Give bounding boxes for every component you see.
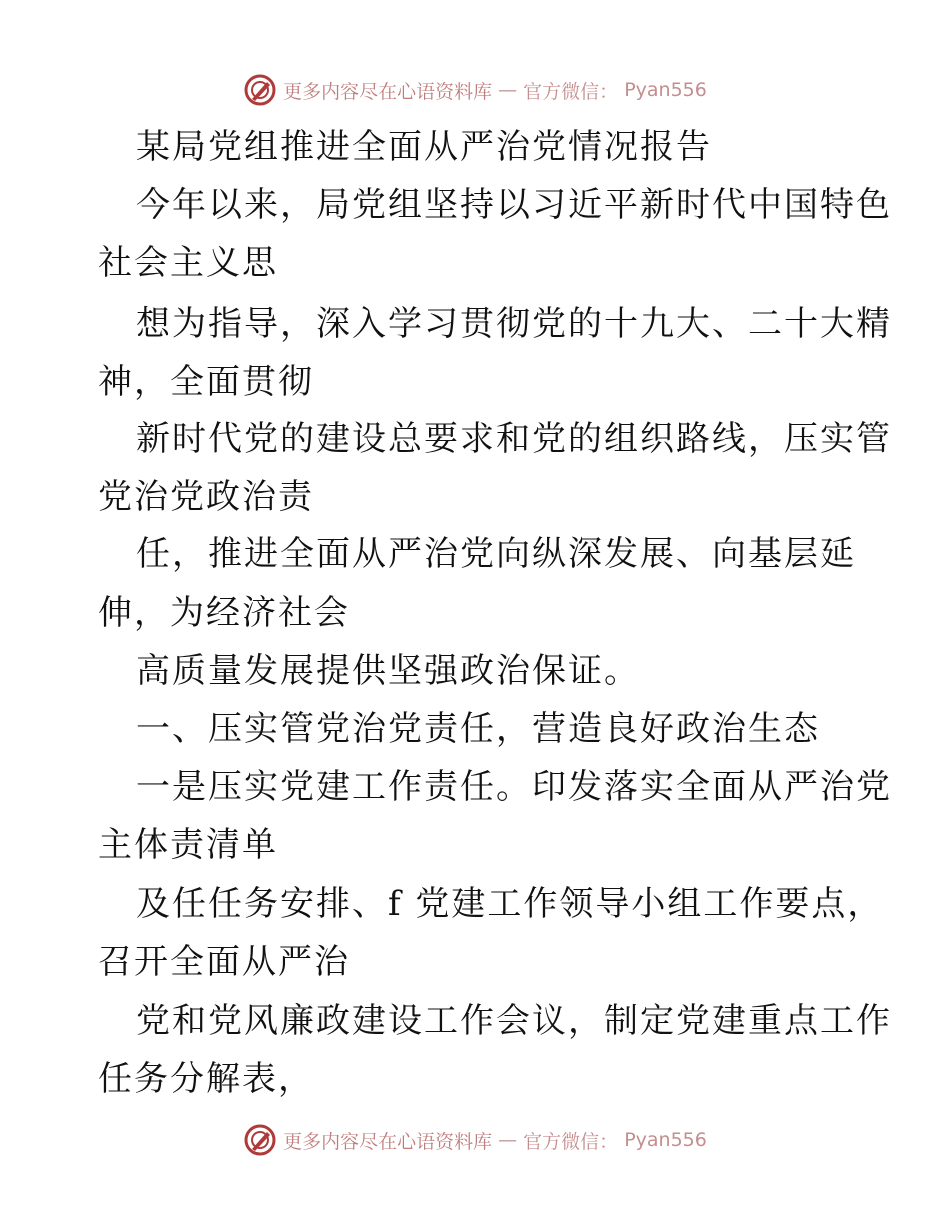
logo-icon [243, 1123, 277, 1157]
watermark-main-text: 更多内容尽在心语资料库 [283, 80, 493, 103]
text-line: 一是压实党建工作责任。印发落实全面从严治党 [136, 767, 892, 807]
watermark-sub-text: 官方微信： [523, 1130, 619, 1153]
watermark-header [0, 70, 950, 110]
text-line: 伸，为经济社会 [98, 593, 350, 633]
text-line: 新时代党的建设总要求和党的组织路线，压实管 [136, 419, 892, 459]
text-line: 党和党风廉政建设工作会议，制定党建重点工作 [136, 1001, 892, 1041]
text-line: 社会主义思 [98, 243, 278, 283]
document-title: 某局党组推进全面从严治党情况报告 [136, 127, 712, 167]
text-line: 想为指导，深入学习贯彻党的十九大、二十大精 [136, 304, 892, 344]
watermark-id: Pyan556 [624, 1129, 707, 1151]
watermark-main-text: 更多内容尽在心语资料库 [283, 1130, 493, 1153]
text-line: 任务分解表， [98, 1059, 314, 1099]
logo-icon [243, 73, 277, 107]
text-line: 任，推进全面从严治党向纵深发展、向基层延 [136, 534, 856, 574]
text-line: 高质量发展提供坚强政治保证。 [136, 651, 640, 691]
text-line: 今年以来，局党组坚持以习近平新时代中国特色 [136, 185, 892, 225]
watermark-dash: — [498, 1129, 518, 1151]
watermark-sub-text: 官方微信： [523, 80, 619, 103]
section-heading: 一、压实管党治党责任，营造良好政治生态 [136, 709, 820, 749]
text-line: 及任任务安排、f 党建工作领导小组工作要点， [136, 884, 884, 924]
text-line: 召开全面从严治 [98, 942, 350, 982]
watermark-footer [0, 1120, 950, 1160]
text-line: 党治党政治责 [98, 477, 314, 517]
text-line: 神，全面贯彻 [98, 362, 314, 402]
watermark-dash: — [498, 79, 518, 101]
watermark-id: Pyan556 [624, 79, 707, 101]
text-line: 主体责清单 [98, 825, 278, 865]
